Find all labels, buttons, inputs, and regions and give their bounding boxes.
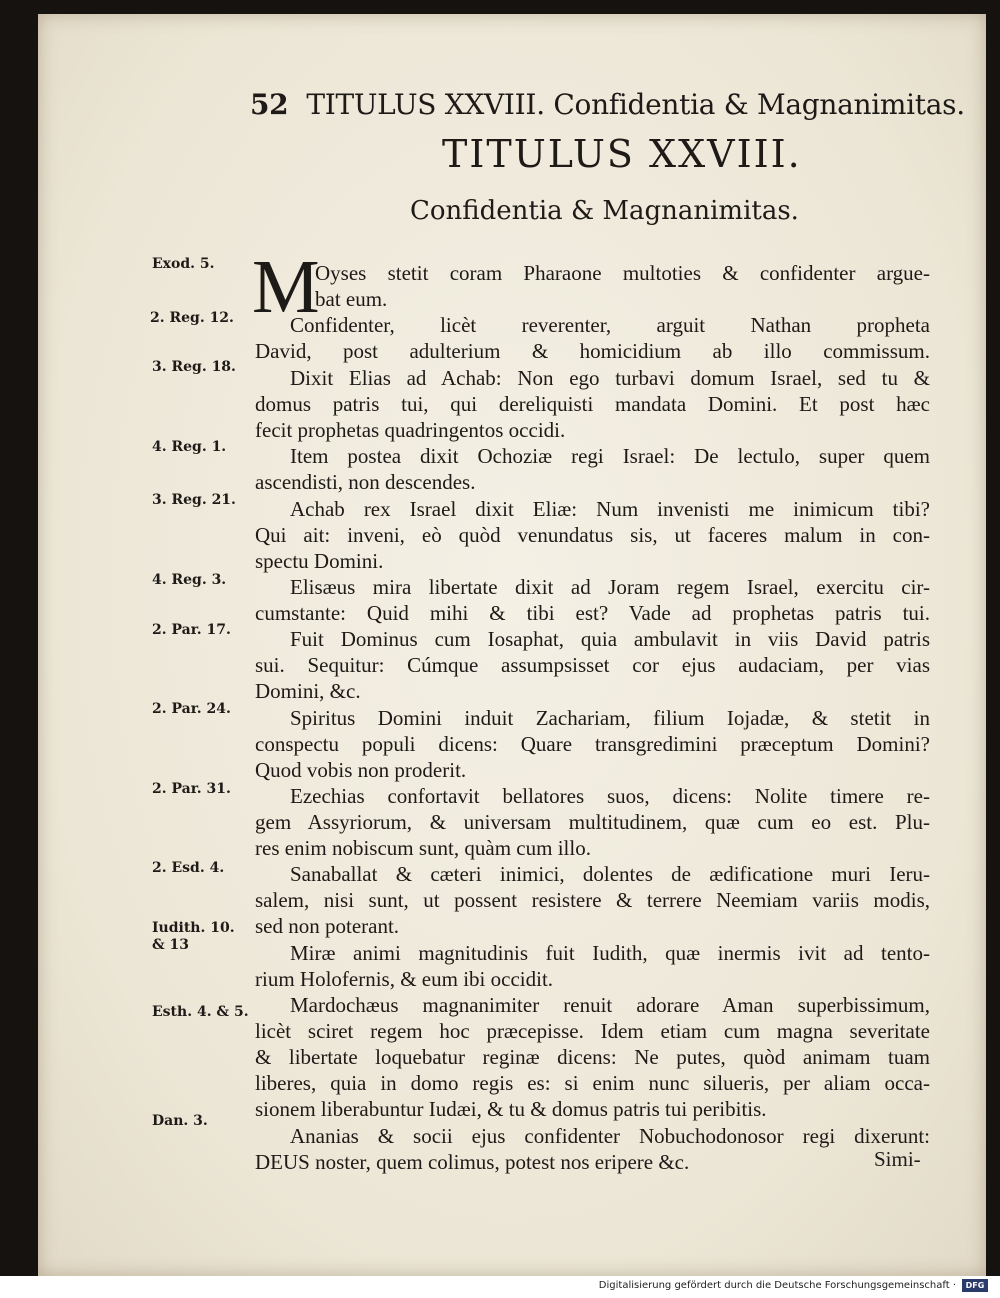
margin-ref: Exod. 5. <box>152 256 215 272</box>
text-line: rium Holofernis, & eum ibi occidit. <box>255 967 554 991</box>
drop-cap: M <box>252 245 320 329</box>
margin-ref: 2. Esd. 4. <box>152 860 225 876</box>
text-line: DEUS noster, quem colimus, potest nos eripere &c. <box>255 1150 690 1174</box>
text-line: res enim nobiscum sunt, quàm cum illo. <box>255 836 591 860</box>
margin-ref: 4. Reg. 3. <box>152 572 227 588</box>
text-line: spectu Domini. <box>255 549 384 573</box>
text-line: sionem liberabuntur Iudæi, & tu & domus patris tui peribitis. <box>255 1097 767 1121</box>
text-line: Spiritus Domini induit Zachariam, filium Iojadæ, & stetit in <box>290 706 930 730</box>
text-line: Sanaballat & cæteri inimici, dolentes de ædificatione muri Ieru- <box>290 862 930 886</box>
book-page <box>38 14 986 1276</box>
page-number: 52 <box>250 88 289 121</box>
text-line: Elisæus mira libertate dixit ad Joram regem Israel, exercitu cir- <box>290 575 930 599</box>
margin-ref: 2. Par. 31. <box>152 781 231 797</box>
text-line: Mardochæus magnanimiter renuit adorare Aman superbissimum, <box>290 993 930 1017</box>
text-line: sed non poterant. <box>255 914 400 938</box>
text-line: & libertate loquebatur reginæ dicens: Ne putes, quòd animam tuam <box>255 1045 930 1069</box>
running-head <box>250 88 965 121</box>
text-line: Oyses stetit coram Pharaone multoties & confidenter argue- <box>315 261 930 285</box>
margin-ref: Dan. 3. <box>152 1113 208 1129</box>
text-line: sui. Sequitur: Cúmque assumpsisset cor ejus audaciam, per vias <box>255 653 930 677</box>
running-head-text: TITULUS XXVIII. Confidentia & Magnanimitas. <box>306 88 965 121</box>
text-line: bat eum. <box>315 287 388 311</box>
text-line: Qui ait: inveni, eò quòd venundatus sis, ut faceres malum in con- <box>255 523 930 547</box>
text-line: liberes, quia in domo regis es: si enim nunc silueris, per aliam occa- <box>255 1071 930 1095</box>
text-line: Ananias & socii ejus confidenter Nobuchodonosor regi dixerunt: <box>290 1124 930 1148</box>
text-line: salem, nisi sunt, ut possent resistere & terrere Neemiam variis modis, <box>255 888 930 912</box>
text-line: fecit prophetas quadringentos occidi. <box>255 418 566 442</box>
margin-ref: 4. Reg. 1. <box>152 439 227 455</box>
margin-ref: 3. Reg. 18. <box>152 359 236 375</box>
margin-ref: 3. Reg. 21. <box>152 492 236 508</box>
margin-ref: 2. Reg. 12. <box>150 310 234 326</box>
text-line: Fuit Dominus cum Iosaphat, quia ambulavit in viis David patris <box>290 627 930 651</box>
text-line: Domini, &c. <box>255 679 361 703</box>
dfg-logo: DFG <box>962 1279 988 1292</box>
funding-credit: Digitalisierung gefördert durch die Deutsche Forschungsgemeinschaft · <box>598 1280 956 1291</box>
catchword: Simi- <box>874 1147 921 1171</box>
margin-ref: Iudith. 10. & 13 <box>152 920 235 953</box>
text-line: domus patris tui, qui dereliquisti mandata Domini. Et post hæc <box>255 392 930 416</box>
text-line: Achab rex Israel dixit Eliæ: Num invenisti me inimicum tibi? <box>290 497 930 521</box>
text-line: licèt sciret regem hoc præcepisse. Idem etiam cum magna severitate <box>255 1019 930 1043</box>
text-line: David, post adulterium & homicidium ab illo commissum. <box>255 339 930 363</box>
text-line: Miræ animi magnitudinis fuit Iudith, quæ inermis ivit ad tento- <box>290 941 930 965</box>
margin-ref: Esth. 4. & 5. <box>152 1004 249 1020</box>
text-line: gem Assyriorum, & universam multitudinem, quæ cum eo est. Plu- <box>255 810 930 834</box>
page-subtitle: Confidentia & Magnanimitas. <box>410 196 799 226</box>
margin-ref: 2. Par. 17. <box>152 622 231 638</box>
text-line: Quod vobis non proderit. <box>255 758 467 782</box>
text-line: Confidenter, licèt reverenter, arguit Nathan propheta <box>290 313 930 337</box>
text-line: Dixit Elias ad Achab: Non ego turbavi domum Israel, sed tu & <box>290 366 930 390</box>
text-line: cumstante: Quid mihi & tibi est? Vade ad prophetas patris tui. <box>255 601 930 625</box>
margin-ref: 2. Par. 24. <box>152 701 231 717</box>
text-line: Item postea dixit Ochoziæ regi Israel: De lectulo, super quem <box>290 444 930 468</box>
text-line: conspectu populi dicens: Quare transgredimini præceptum Domini? <box>255 732 930 756</box>
text-line: ascendisti, non descendes. <box>255 470 476 494</box>
page-title: TITULUS XXVIII. <box>442 132 802 176</box>
text-line: Ezechias confortavit bellatores suos, dicens: Nolite timere re- <box>290 784 930 808</box>
